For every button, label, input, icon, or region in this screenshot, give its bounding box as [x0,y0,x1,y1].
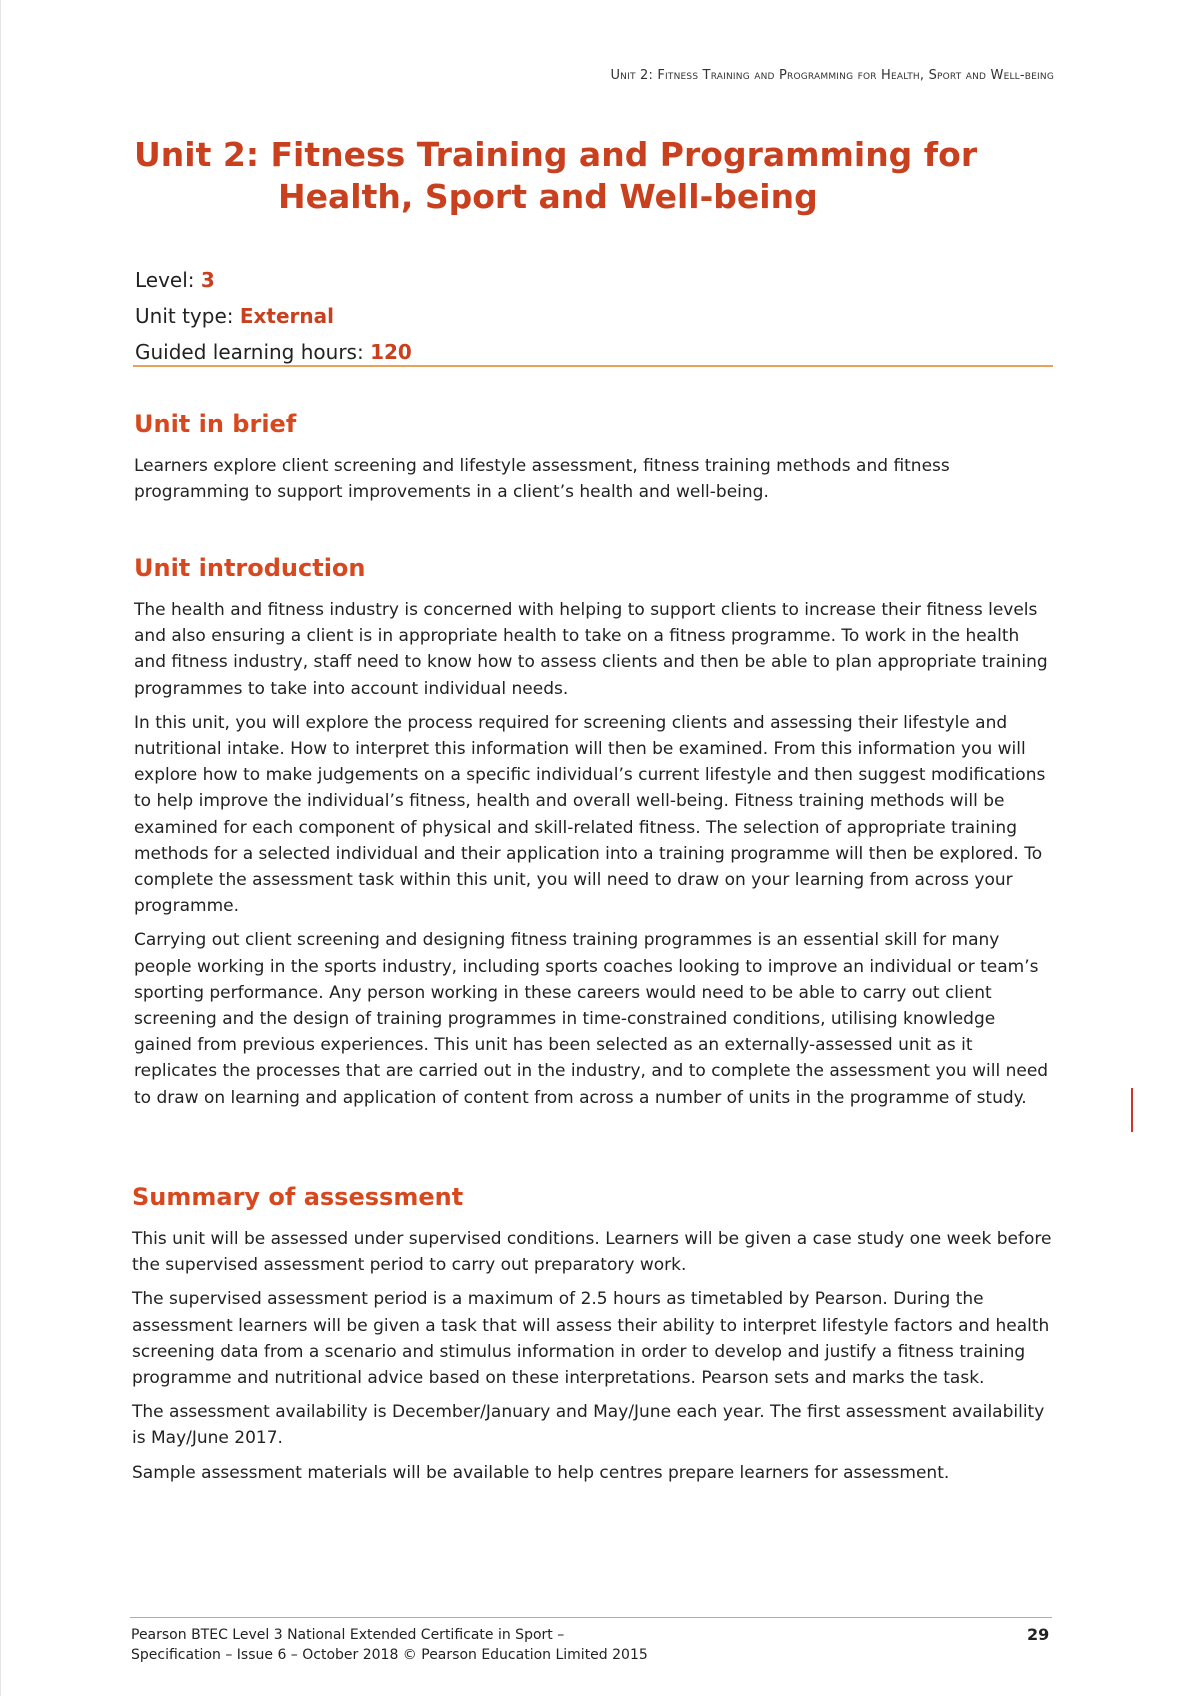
level-label: Level: [135,268,201,292]
paragraph: Sample assessment materials will be available to help centres prepare learners for assessment. [132,1462,950,1483]
section-heading: Summary of assessment [132,1183,464,1211]
paragraph: In this unit, you will explore the process required for screening clients and assessing their lifestyle and nutritional intake. How to interpret this information will then be examined. From this information you will explore how to make judgements on a specific individual’s current lifestyle and then suggest modifications to help improve the individual’s fitness, health and overall well-being. Fitness training methods will be examined for each component of physical and skill-related fitness. The selection of appropriate training methods for a selected individual and their application into a training programme will then be explored. To complete the assessment task within this unit, you will need to draw on your learning from across your programme. [134,712,1046,917]
paragraph: The assessment availability is December/January and May/June each year. The first assessment availability is May/June 2017. [132,1402,1045,1449]
unit-type-label: Unit type: [135,304,240,328]
paragraph: This unit will be assessed under supervised conditions. Learners will be given a case study one week before the supervised assessment period to carry out preparatory work. [132,1229,1052,1276]
footer-text [131,1625,648,1665]
paragraph: The supervised assessment period is a maximum of 2.5 hours as timetabled by Pearson. During the assessment learners will be given a task that will assess their ability to interpret lifestyle factors and health screening data from a scenario and stimulus information in order to develop and justify a fitness training programme and nutritional advice based on these interpretations. Pearson sets and marks the task. [132,1289,1050,1389]
footer-line-1: Pearson BTEC Level 3 National Extended Certificate in Sport – [131,1627,565,1643]
unit-title-line-2: Health, Sport and Well-being [278,177,818,216]
unit-title-line-1: Unit 2: Fitness Training and Programming for [134,135,978,174]
glh-value: 120 [370,340,412,364]
unit-type-value: External [239,304,334,328]
level-value: 3 [200,268,215,292]
unit-type-row [135,298,412,334]
page-edge-line [0,0,1,1696]
header-divider [133,365,1053,367]
paragraph: The health and fitness industry is concerned with helping to support clients to increase their fitness levels and also ensuring a client is in appropriate health to take on a fitness programme. To work in the health and fitness industry, staff need to know how to assess clients and then be able to plan appropriate training programmes to take into account individual needs. [134,600,1048,699]
section-unit-in-brief [134,409,1054,513]
footer-line-2: Specification – Issue 6 – October 2018 © Pearson Education Limited 2015 [131,1647,648,1663]
paragraph: Learners explore client screening and lifestyle assessment, fitness training methods and fitness programming to support improvements in a client’s health and well-being. [134,456,950,503]
page-number: 29 [1027,1625,1050,1644]
running-head: Unit 2: Fitness Training and Programming for Health, Sport and Well-being [610,68,1054,83]
revision-change-bar [1131,1088,1133,1132]
section-unit-introduction [134,553,1054,1119]
glh-label: Guided learning hours: [135,340,371,364]
unit-meta [135,262,412,370]
section-summary-of-assessment [132,1182,1052,1494]
section-heading: Unit introduction [134,554,366,582]
paragraph: Carrying out client screening and designing fitness training programmes is an essential skill for many people working in the sports industry, including sports coaches looking to improve an individual or team’s sporting performance. Any person working in these careers would need to be able to carry out client screening and the design of training programmes in time-constrained conditions, utilising knowledge gained from previous experiences. This unit has been selected as an externally-assessed unit as it replicates the processes that are carried out in the industry, and to complete the assessment you will need to draw on learning and application of content from across a number of units in the programme of study. [134,930,1049,1108]
section-heading: Unit in brief [134,410,297,438]
footer-divider [130,1617,1052,1618]
unit-title [134,134,1054,218]
level-row [135,262,412,298]
